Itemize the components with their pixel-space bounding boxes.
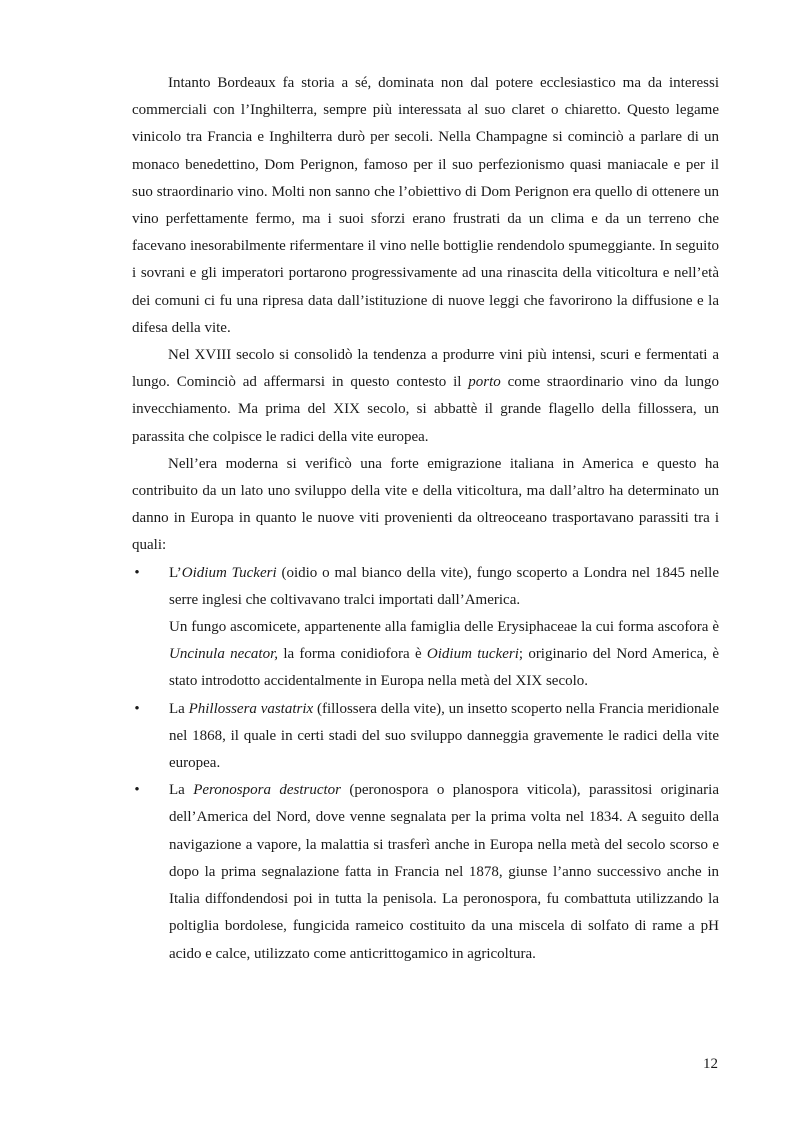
text-fragment: L’ [169,564,182,581]
parasite-list [132,560,719,968]
list-item-peronospora [132,777,719,967]
list-item-oidium [132,560,719,696]
text-fragment: la forma conidiofora è [278,646,427,663]
paragraph-text: Nel XVIII secolo si consolidò la tendenza a produrre vini più intensi, scuri e fermentati a lungo. Cominciò ad affermarsi in questo contesto il [132,347,719,391]
bullet-icon: • [134,700,140,717]
page-number: 12 [703,1056,718,1072]
paragraph-bordeaux: Intanto Bordeaux fa storia a sé, dominata non dal potere ecclesiastico ma da interessi commerciali con l’Inghilterra, sempre più interessata al suo claret o chiaretto. Questo legame vinicolo tra Francia e Inghilterra durò per secoli. Nella Champagne si cominciò a parlare di un monaco benedettino, Dom Perignon, famoso per il suo perfezionismo quasi maniacale e per il suo straordinario vino. Molti non sanno che l’obiettivo di Dom Perignon era quello di ottenere un vino perfettamente fermo, ma i suoi sforzi erano frustrati da un clima e da un terreno che facevano inesorabilmente rifermentare il vino nelle bottiglie rendendolo spumeggiante. In seguito i sovrani e gli imperatori portarono progressivamente ad una rinascita della viticoltura e nell’età dei comuni ci fu una ripresa data dall’istituzione di nuove leggi che favorirono la diffusione e la difesa della vite. [132,75,719,336]
text-fragment: La [169,700,189,717]
bullet-icon: • [134,782,140,799]
italic-term-porto: porto [468,374,501,391]
text-fragment: ; originario del Nord America, è stato introdotto accidentalmente in Europa nella metà del XIX secolo. [169,646,719,690]
italic-term-phillossera-vastatrix: Phillossera vastatrix [188,700,314,717]
text-fragment: (fillossera della vite), un insetto scoperto nella Francia meridionale nel 1868, il quale in certi stadi del suo sviluppo danneggia gravemente le radici della vite europea. [169,700,719,772]
italic-term-uncinula-necator: Uncinula necator, [169,646,279,663]
paragraph-xviii-secolo [132,342,719,451]
list-item-text [169,777,719,967]
paragraph-era-moderna: Nell’era moderna si verificò una forte emigrazione italiana in America e questo ha contribuito da un lato uno sviluppo della vite e della viticoltura, ma dall’altro ha determinato un danno in Europa in quanto le nuove viti provenienti da oltreoceano trasportavano parassiti tra i quali: [132,455,719,554]
text-fragment: (peronospora o planospora viticola), parassitosi originaria dell’America del Nord, dove venne segnalata per la prima volta nel 1834. A seguito della navigazione a vapore, la malattia si trasferì anche in Europa nella metà del secolo scorso e dopo la prima segnalazione fatta in Francia nel 1878, giunse l’anno successivo anche in Italia diffondendosi poi in tutta la penisola. La peronospora, fu combattuta utilizzando la poltiglia bordolese, fungicida rameico costituito da una miscela di solfato di rame a pH acido e calce, utilizzato come anticrittogamico in agricoltura. [169,782,719,962]
list-item-detail [169,614,719,696]
text-fragment: La [169,782,194,799]
bullet-icon: • [134,564,140,581]
page-body [132,70,719,968]
list-item-text [169,560,719,614]
list-item-phillossera [132,696,719,778]
text-fragment: Un fungo ascomicete, appartenente alla famiglia delle Erysiphaceae la cui forma ascofora è [169,619,719,636]
italic-term-oidium-tuckeri-lower: Oidium tuckeri [426,646,519,663]
italic-term-peronospora-destructor: Peronospora destructor [193,782,341,799]
text-fragment: (oidio o mal bianco della vite), fungo scoperto a Londra nel 1845 nelle serre inglesi che coltivavano tralci importati dall’America. [169,564,720,608]
paragraph-text: come straordinario vino da lungo invecchiamento. Ma prima del XIX secolo, si abbattè il grande flagello della fillossera, un parassita che colpisce le radici della vite europea. [132,374,719,445]
list-item-text [169,696,719,778]
italic-term-oidium-tuckeri: Oidium Tuckeri [181,564,277,581]
